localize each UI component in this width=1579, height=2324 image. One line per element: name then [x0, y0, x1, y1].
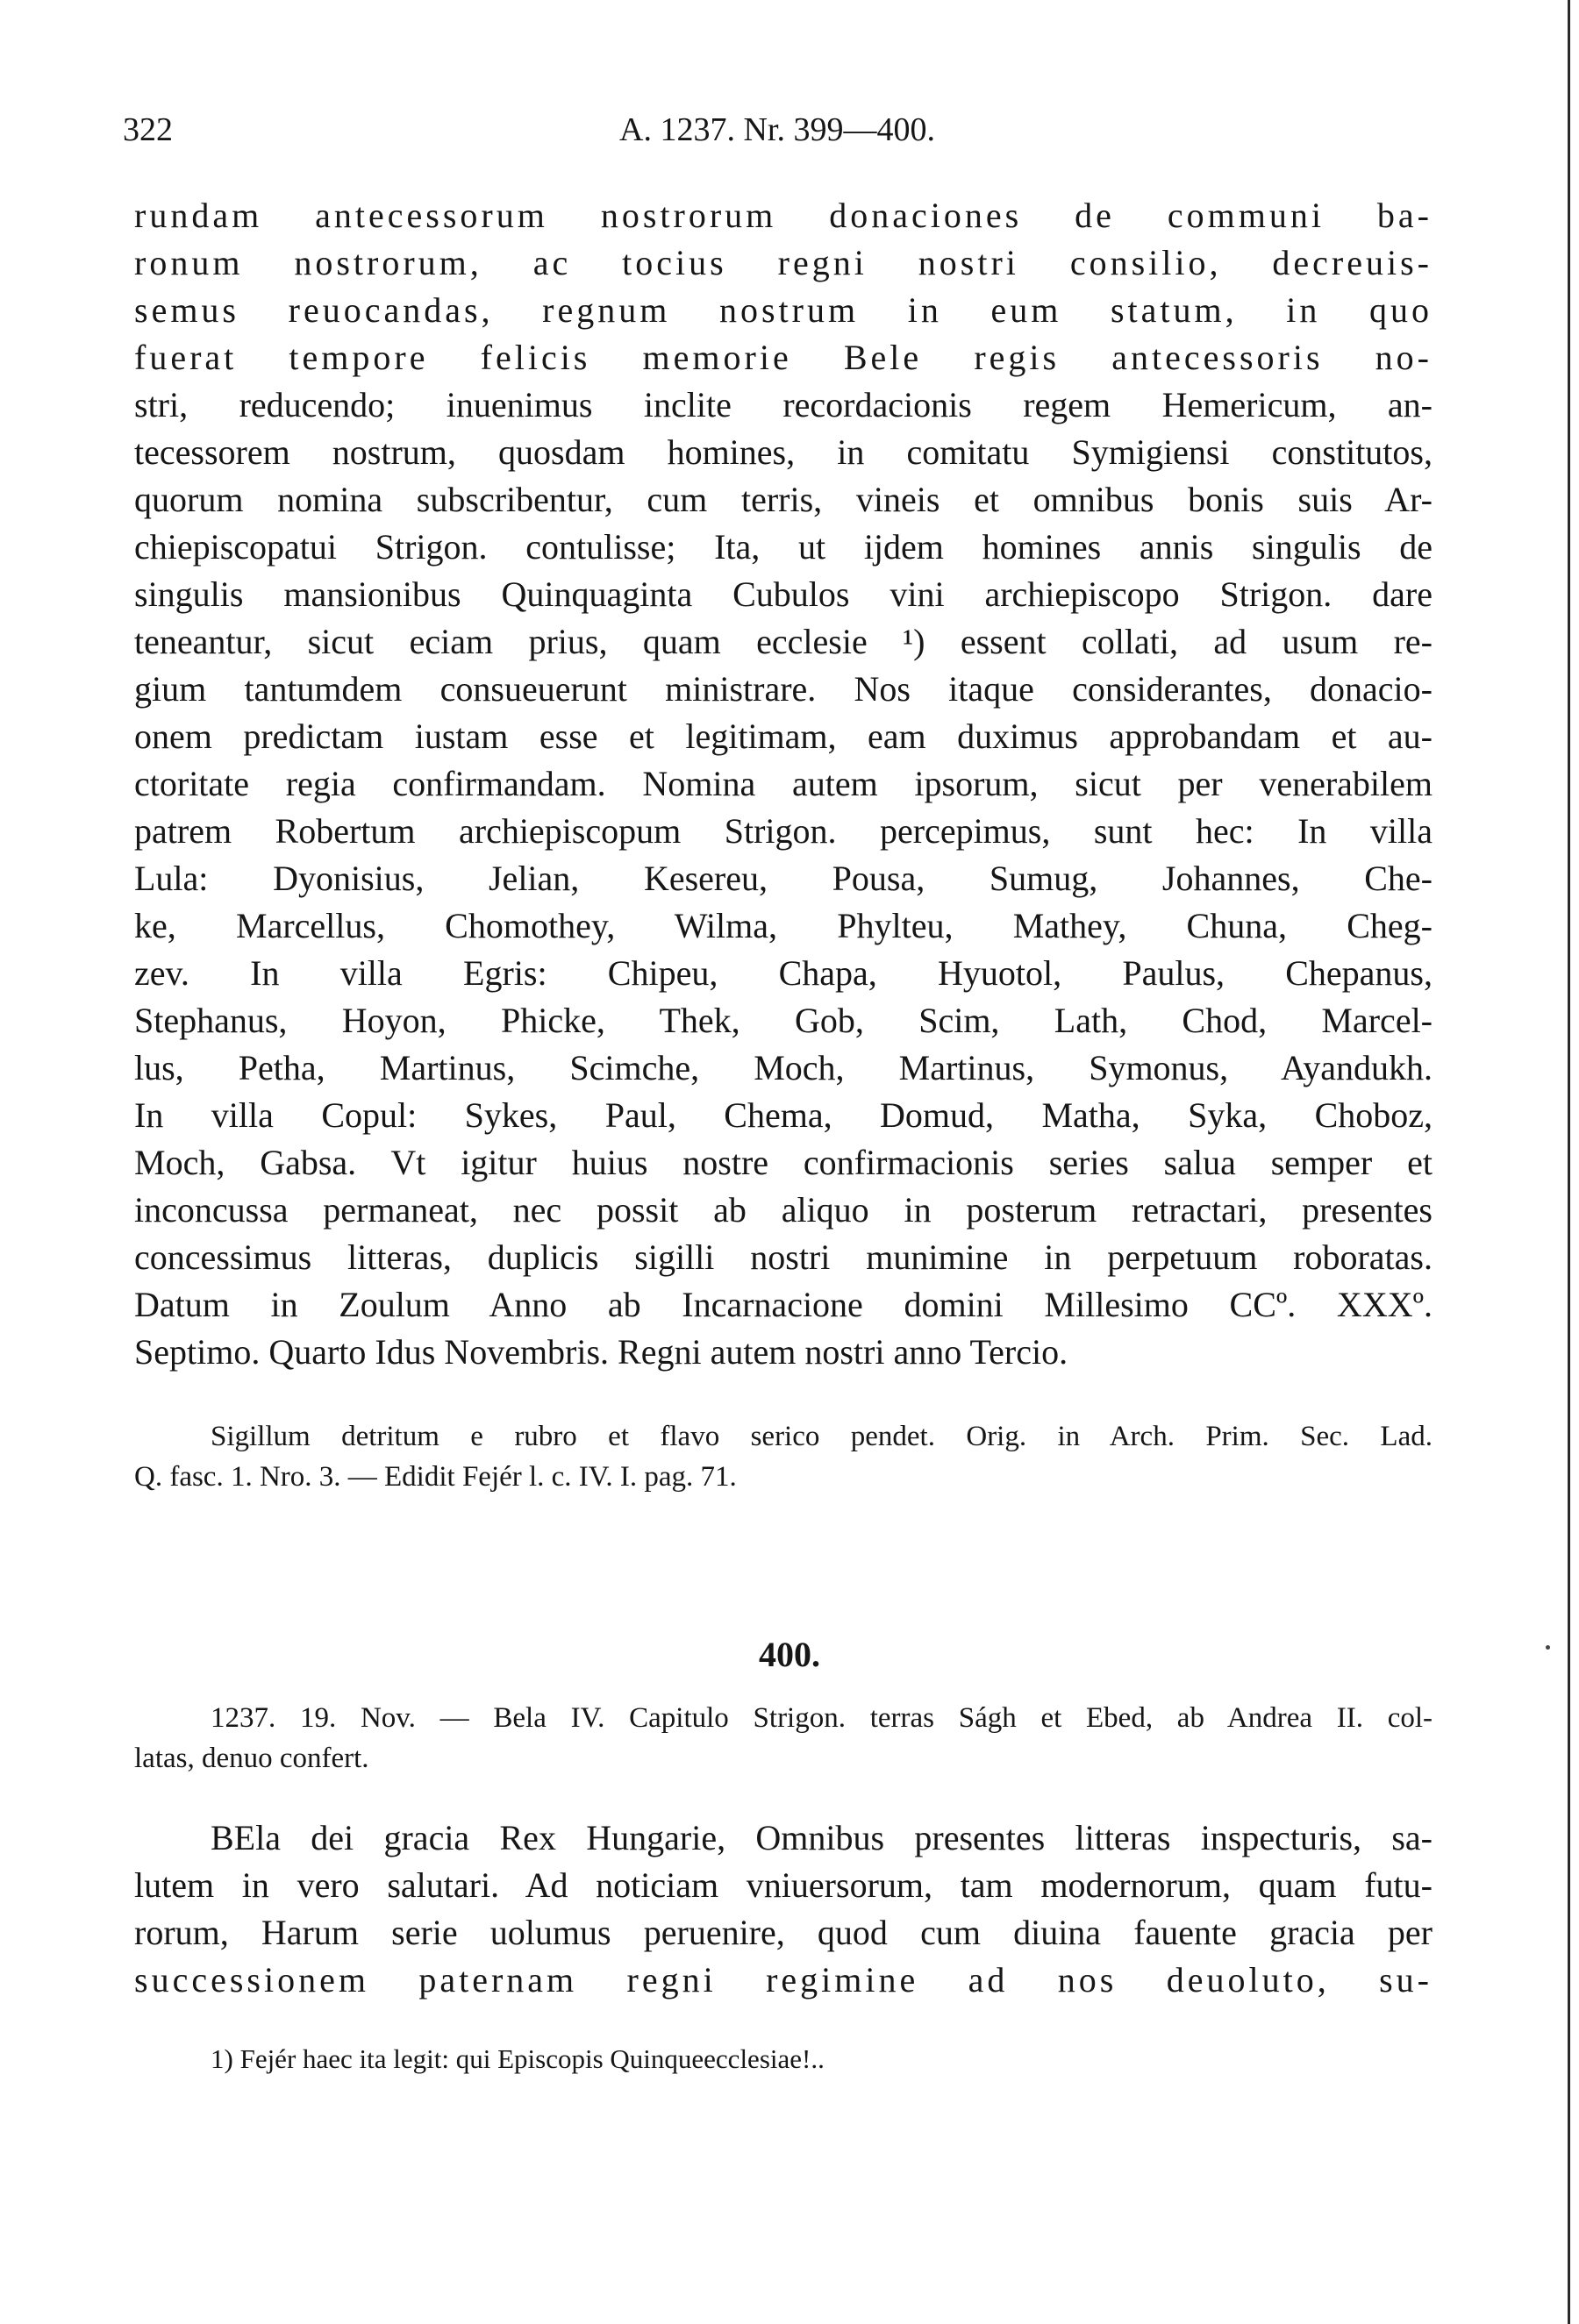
doc399-line: quorum nomina subscribentur, cum terris, vineis et omnibus bonis suis Ar- [134, 480, 1433, 519]
doc399-line: semus reuocandas, regnum nostrum in eum statum, in quo [134, 290, 1433, 330]
archival-note-line: Sigillum detritum e rubro et flavo serico pendet. Orig. in Arch. Prim. Sec. Lad. [211, 1421, 1433, 1452]
doc399-line: zev. In villa Egris: Chipeu, Chapa, Hyuotol, Paulus, Chepanus, [134, 953, 1433, 993]
doc399-line: stri, reducendo; inuenimus inclite recordacionis regem Hemericum, an- [134, 385, 1433, 424]
doc399-line: fuerat tempore felicis memorie Bele regis antecessoris no- [134, 338, 1433, 377]
doc399-line: Septimo. Quarto Idus Novembris. Regni autem nostri anno Tercio. [134, 1332, 1068, 1372]
doc400-line: rorum, Harum serie uolumus peruenire, quod cum diuina fauente gracia per [134, 1913, 1433, 1952]
archival-note-line: Q. fasc. 1. Nro. 3. — Edidit Fejér l. c. IV. I. pag. 71. [134, 1461, 737, 1493]
page-header [123, 110, 1432, 163]
doc399-line: ronum nostrorum, ac tocius regni nostri consilio, decreuis- [134, 243, 1433, 282]
doc399-line: Datum in Zoulum Anno ab Incarnacione domini Millesimo CCº. XXXº. [134, 1285, 1433, 1324]
doc399-line: Moch, Gabsa. Vt igitur huius nostre confirmacionis series salua semper et [134, 1143, 1433, 1182]
doc399-line: concessimus litteras, duplicis sigilli nostri munimine in perpetuum roboratas. [134, 1237, 1433, 1277]
page-number: 322 [123, 111, 173, 148]
regest-line: latas, denuo confert. [134, 1743, 369, 1774]
doc399-line: ctoritate regia confirmandam. Nomina autem ipsorum, sicut per venerabilem [134, 764, 1433, 803]
doc399-line: Lula: Dyonisius, Jelian, Kesereu, Pousa, Sumug, Johannes, Che- [134, 859, 1433, 898]
footnote: 1) Fejér haec ita legit: qui Episcopis Quinqueecclesiae!.. [211, 2043, 825, 2074]
scan-edge-line [1568, 0, 1570, 2324]
doc399-line: In villa Copul: Sykes, Paul, Chema, Domud, Matha, Syka, Choboz, [134, 1095, 1433, 1135]
doc399-line: tecessorem nostrum, quosdam homines, in comitatu Symigiensi constitutos, [134, 432, 1433, 472]
doc399-line: onem predictam iustam esse et legitimam, eam duximus approbandam et au- [134, 716, 1433, 756]
doc399-line: Stephanus, Hoyon, Phicke, Thek, Gob, Scim, Lath, Chod, Marcel- [134, 1001, 1433, 1040]
doc399-line: patrem Robertum archiepiscopum Strigon. percepimus, sunt hec: In villa [134, 811, 1433, 851]
doc399-line: chiepiscopatui Strigon. contulisse; Ita, ut ijdem homines annis singulis de [134, 527, 1433, 567]
doc399-line: inconcussa permaneat, nec possit ab aliquo in posterum retractari, presentes [134, 1190, 1433, 1230]
regest-line: 1237. 19. Nov. — Bela IV. Capitulo Strigon. terras Ságh et Ebed, ab Andrea II. col- [211, 1702, 1433, 1734]
doc399-line: teneantur, sicut eciam prius, quam ecclesie ¹) essent collati, ad usum re- [134, 622, 1433, 661]
doc399-line: lus, Petha, Martinus, Scimche, Moch, Martinus, Symonus, Ayandukh. [134, 1048, 1433, 1087]
running-head: A. 1237. Nr. 399—400. [619, 111, 935, 148]
doc400-number: 400. [759, 1635, 820, 1674]
doc399-line: rundam antecessorum nostrorum donaciones de communi ba- [134, 196, 1433, 235]
doc399-line: singulis mansionibus Quinquaginta Cubulos vini archiepiscopo Strigon. dare [134, 574, 1433, 614]
doc400-line: successionem paternam regni regimine ad nos deuoluto, su- [134, 1960, 1433, 2000]
doc399-line: ke, Marcellus, Chomothey, Wilma, Phylteu, Mathey, Chuna, Cheg- [134, 906, 1433, 945]
doc400-line: BEla dei gracia Rex Hungarie, Omnibus presentes litteras inspecturis, sa- [211, 1818, 1433, 1857]
doc399-line: gium tantumdem consueuerunt ministrare. Nos itaque considerantes, donacio- [134, 669, 1433, 709]
doc400-line: lutem in vero salutari. Ad noticiam vniuersorum, tam modernorum, quam futu- [134, 1865, 1433, 1905]
